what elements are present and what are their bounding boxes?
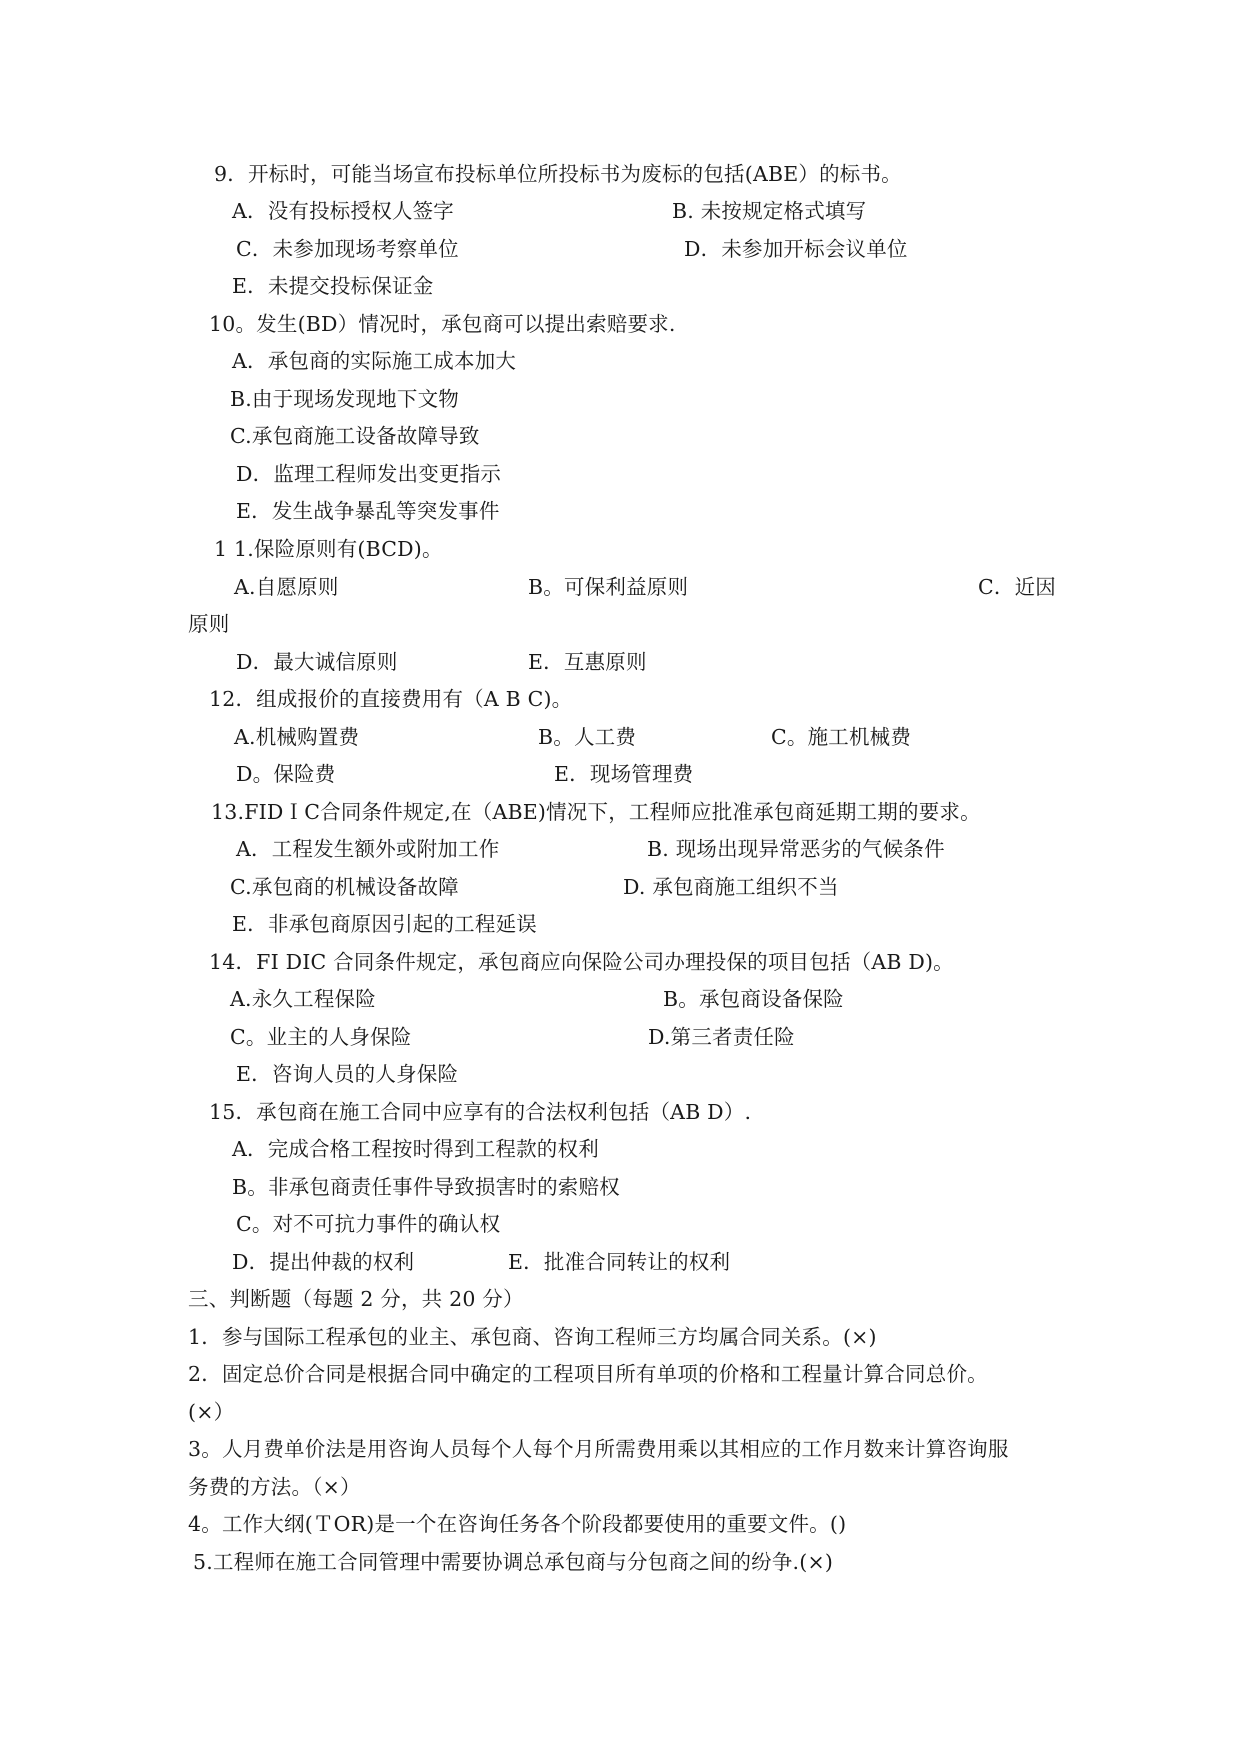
q11-option-c-continued: 原则 bbox=[188, 612, 230, 636]
q12-option-e: E．现场管理费 bbox=[554, 762, 694, 786]
judgment-3-line1: 3。人月费单价法是用咨询人员每个人每个月所需费用乘以其相应的工作月数来计算咨询服 bbox=[188, 1437, 1009, 1461]
judgment-2-line2: (×） bbox=[188, 1400, 235, 1424]
q11-option-b: B。可保利益原则 bbox=[528, 575, 689, 599]
q14-option-b: B。承包商设备保险 bbox=[663, 987, 844, 1011]
q15-option-b: B。非承包商责任事件导致损害时的索赔权 bbox=[232, 1175, 620, 1199]
q13-option-c: C.承包商的机械设备故障 bbox=[230, 875, 459, 899]
q11-option-a: A.自愿原则 bbox=[234, 575, 339, 599]
q11-option-e: E．互惠原则 bbox=[528, 650, 647, 674]
q13-option-d: D. 承包商施工组织不当 bbox=[623, 875, 839, 899]
q9-stem: 9．开标时，可能当场宣布投标单位所投标书为废标的包括(ABE）的标书。 bbox=[214, 162, 902, 186]
q10-option-b: B.由于现场发现地下文物 bbox=[230, 387, 459, 411]
q14-option-c: C。业主的人身保险 bbox=[230, 1025, 412, 1049]
q13-option-a: A．工程发生额外或附加工作 bbox=[236, 837, 500, 861]
q14-option-d: D.第三者责任险 bbox=[648, 1025, 795, 1049]
q11-stem: 1 1.保险原则有(BCD)。 bbox=[214, 537, 443, 561]
q13-stem: 13.FIDＩC合同条件规定,在（ABE)情况下，工程师应批准承包商延期工期的要求。 bbox=[211, 800, 981, 824]
q12-stem: 12．组成报价的直接费用有（A B C)。 bbox=[209, 687, 573, 711]
q15-option-d: D．提出仲裁的权利 bbox=[232, 1250, 415, 1274]
section-heading: 三、判断题（每题 2 分，共 20 分） bbox=[188, 1287, 524, 1311]
q12-option-b: B。人工费 bbox=[538, 725, 637, 749]
judgment-1: 1．参与国际工程承包的业主、承包商、咨询工程师三方均属合同关系。(×) bbox=[188, 1325, 877, 1349]
q11-option-d: D．最大诚信原则 bbox=[236, 650, 398, 674]
q12-option-d: D。保险费 bbox=[236, 762, 336, 786]
q10-stem: 10。发生(BD）情况时，承包商可以提出索赔要求. bbox=[209, 312, 676, 336]
q15-option-c: C。对不可抗力事件的确认权 bbox=[236, 1212, 501, 1236]
q9-option-c: C．未参加现场考察单位 bbox=[236, 237, 459, 261]
q15-option-e: E．批准合同转让的权利 bbox=[508, 1250, 731, 1274]
q14-option-a: A.永久工程保险 bbox=[230, 987, 376, 1011]
q10-option-a: A．承包商的实际施工成本加大 bbox=[232, 349, 517, 373]
q15-option-a: A．完成合格工程按时得到工程款的权利 bbox=[232, 1137, 599, 1161]
q9-option-b: B. 未按规定格式填写 bbox=[672, 199, 867, 223]
judgment-3-line2: 务费的方法。（×） bbox=[188, 1475, 361, 1499]
q13-option-b: B. 现场出现异常恶劣的气候条件 bbox=[647, 837, 945, 861]
q10-option-e: E．发生战争暴乱等突发事件 bbox=[236, 499, 500, 523]
q10-option-c: C.承包商施工设备故障导致 bbox=[230, 424, 480, 448]
q9-option-e: E．未提交投标保证金 bbox=[232, 274, 434, 298]
q12-option-c: C。施工机械费 bbox=[771, 725, 912, 749]
q10-option-d: D．监理工程师发出变更指示 bbox=[236, 462, 502, 486]
q14-stem: 14．FI DIC 合同条件规定，承包商应向保险公司办理投保的项目包括（AB D)。 bbox=[209, 950, 954, 974]
q12-option-a: A.机械购置费 bbox=[234, 725, 360, 749]
q15-stem: 15．承包商在施工合同中应享有的合法权利包括（AB D）. bbox=[209, 1100, 752, 1124]
q14-option-e: E．咨询人员的人身保险 bbox=[236, 1062, 459, 1086]
judgment-5: 5.工程师在施工合同管理中需要协调总承包商与分包商之间的纷争.(×) bbox=[193, 1550, 834, 1574]
q9-option-a: A．没有投标授权人签字 bbox=[232, 199, 455, 223]
q13-option-e: E．非承包商原因引起的工程延误 bbox=[232, 912, 537, 936]
judgment-4: 4。工作大纲(ＴOR)是一个在咨询任务各个阶段都要使用的重要文件。() bbox=[188, 1512, 847, 1536]
q9-option-d: D．未参加开标会议单位 bbox=[684, 237, 908, 261]
judgment-2-line1: 2．固定总价合同是根据合同中确定的工程项目所有单项的价格和工程量计算合同总价。 bbox=[188, 1362, 988, 1386]
q11-option-c: C．近因 bbox=[978, 575, 1056, 599]
